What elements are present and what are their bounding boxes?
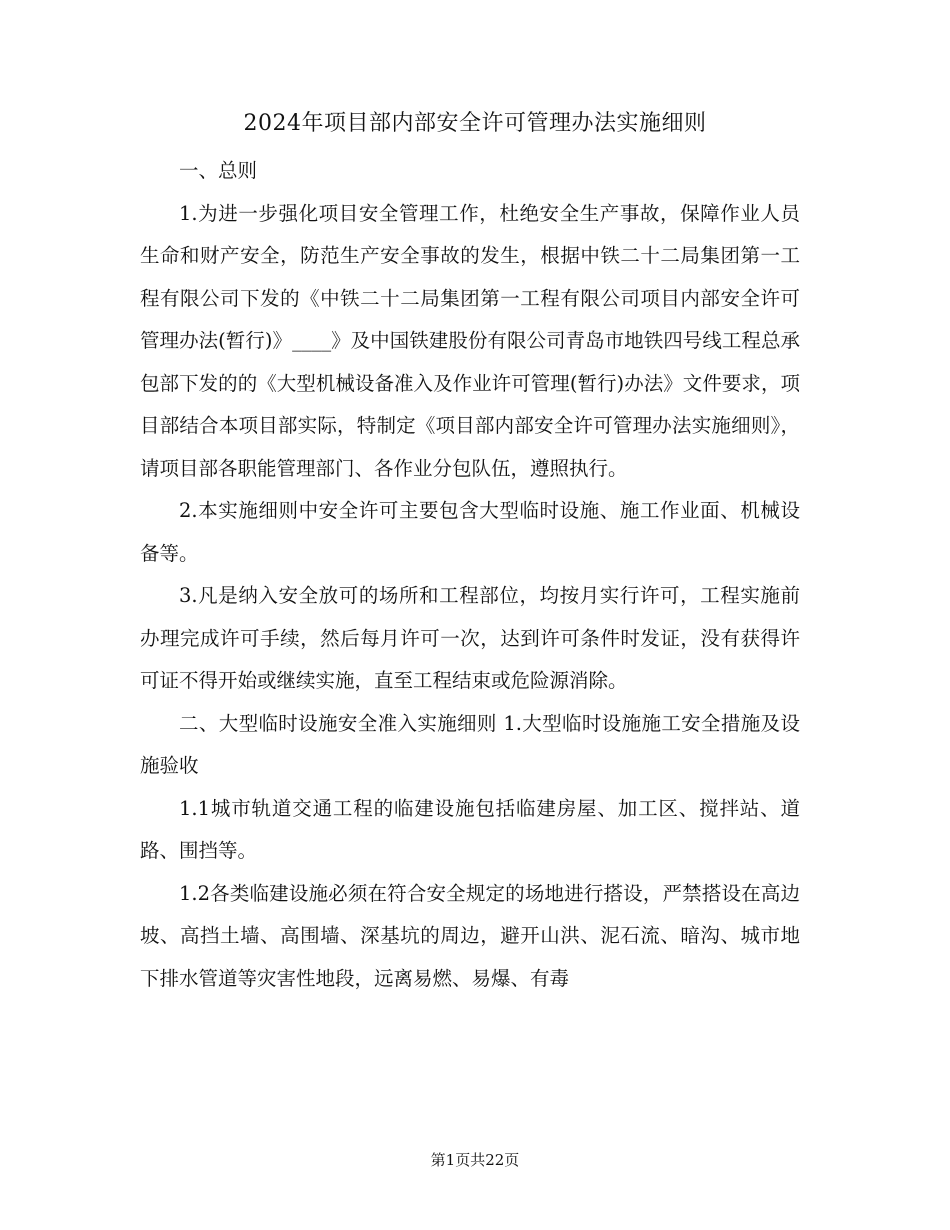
paragraph-1-2: 1.2各类临建设施必须在符合安全规定的场地进行搭设，严禁搭设在高边坡、高挡土墙、高围墙、深基坑的周边，避开山洪、泥石流、暗沟、城市地下排水管道等灾害性地段，远离易燃、易爆、有毒 <box>140 881 800 990</box>
paragraph-1: 1.为进一步强化项目安全管理工作，杜绝安全生产事故，保障作业人员生命和财产安全，防范生产安全事故的发生，根据中铁二十二局集团第一工程有限公司下发的《中铁二十二局集团第一工程有限公司项目内部安全许可管理办法(暂行)》____》及中国铁建股份有限公司青岛市地铁四号线工程总承包部下发的的《大型机械设备准入及作业许可管理(暂行)办法》文件要求，项目部结合本项目部实际，特制定《项目部内部安全许可管理办法实施细则》，请项目部各职能管理部门、各作业分包队伍，遵照执行。 <box>140 201 800 480</box>
document-body <box>140 150 800 1000</box>
page-number: 第1页共22页 <box>430 1151 520 1169</box>
document-title: 2024年项目部内部安全许可管理办法实施细则 <box>243 111 707 136</box>
paragraph-1-1: 1.1城市轨道交通工程的临建设施包括临建房屋、加工区、搅拌站、道路、围挡等。 <box>140 796 800 862</box>
paragraph-2: 2.本实施细则中安全许可主要包含大型临时设施、施工作业面、机械设备等。 <box>140 499 800 565</box>
section-heading-temporary-facilities: 二、大型临时设施安全准入实施细则 1.大型临时设施施工安全措施及设施验收 <box>140 711 800 777</box>
section-heading-general: 一、总则 <box>179 159 258 182</box>
paragraph-3: 3.凡是纳入安全放可的场所和工程部位，均按月实行许可，工程实施前办理完成许可手续，然后每月许可一次，达到许可条件时发证，没有获得许可证不得开始或继续实施，直至工程结束或危险源消除。 <box>140 584 800 692</box>
